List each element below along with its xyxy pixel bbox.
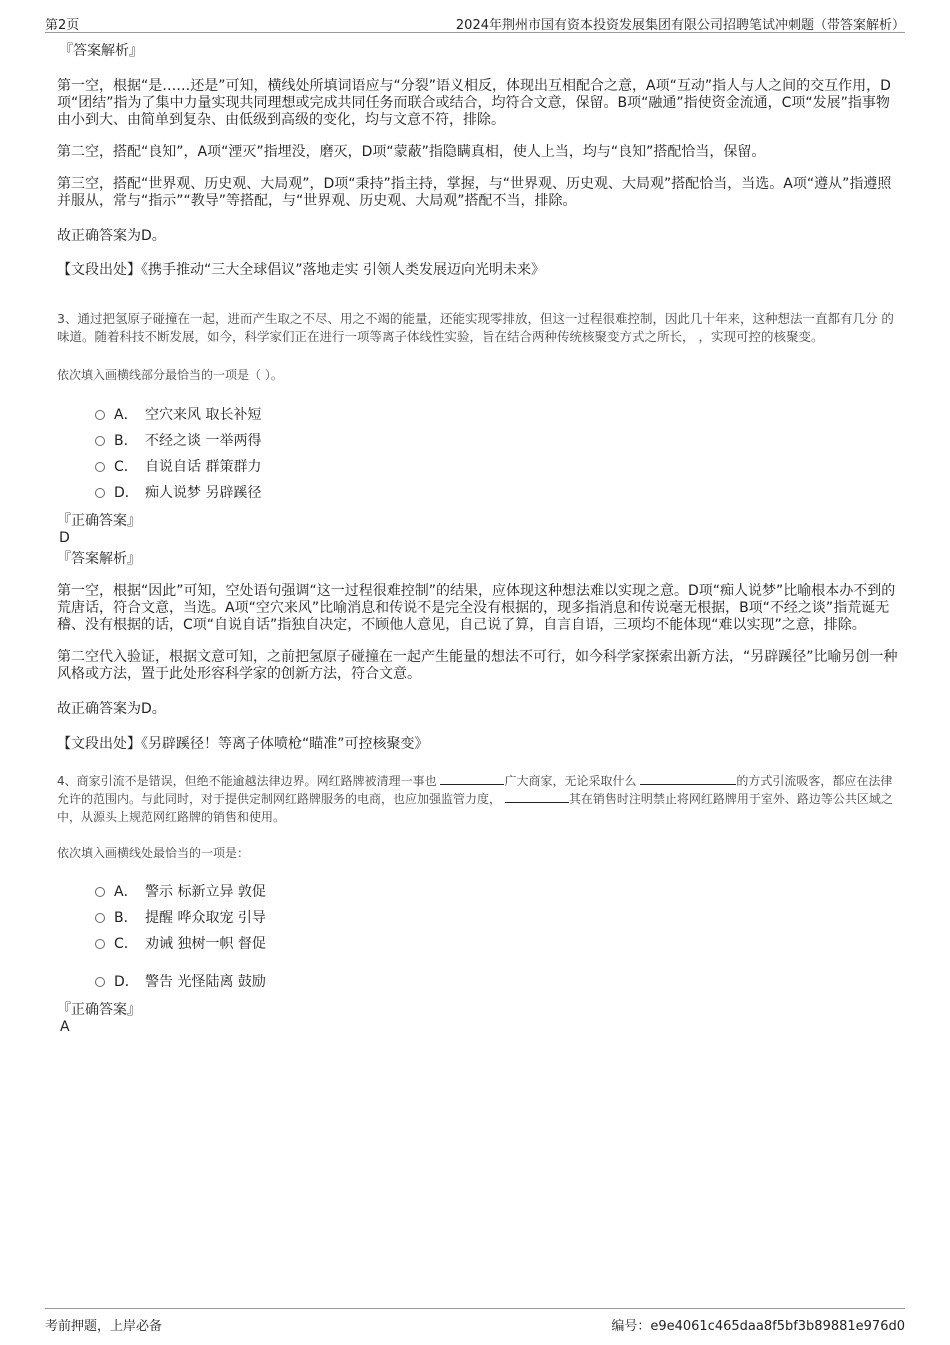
question-prompt: 依次填入画横线部分最恰当的一项是（ ）。 bbox=[57, 368, 283, 382]
source-citation: 【文段出处】《另辟蹊径！等离子体喷枪“瞄准”可控核聚变》 bbox=[57, 736, 429, 752]
option-list bbox=[95, 879, 899, 995]
option-d[interactable]: D． 警告 光怪陆离 鼓励 bbox=[95, 969, 899, 995]
fill-blank bbox=[440, 772, 504, 785]
page-number: 第2页 bbox=[45, 18, 80, 33]
footer-slogan: 考前押题，上岸必备 bbox=[45, 1319, 163, 1334]
analysis-paragraph: 第二空，搭配“良知”，A项“湮灭”指埋没，磨灭，D项“蒙蔽”指隐瞒真相，使人上当，均与“良知”搭配恰当，保留。 bbox=[57, 144, 766, 160]
answer-conclusion: 故正确答案为D。 bbox=[57, 228, 166, 244]
question-prompt: 依次填入画横线处最恰当的一项是： bbox=[57, 846, 250, 860]
option-c[interactable]: C． 自说自话 群策群力 bbox=[95, 454, 899, 480]
analysis-label: 『答案解析』 bbox=[57, 551, 141, 567]
radio-icon[interactable] bbox=[95, 977, 105, 987]
question-stem: 3、通过把氢原子碰撞在一起，进而产生取之不尽、用之不竭的能量，还能实现零排放，但这一过程很难控制，因此几十年来，这种想法一直都有几分 的味道。随着科技不断发展，如今，科学家们正在进行一项等离子体线性实验，旨在结合两种传统核聚变方式之所长， ，实现可控的核聚变。 bbox=[57, 311, 894, 344]
question-stem: 4、商家引流不是错误，但绝不能逾越法律边界。网红路牌被清理一事也 广大商家，无论采取什么 的方式引流吸客，都应在法律允许的范围内。与此同时，对于提供定制网红路牌服务的电商，也应加强监管力度， 其在销售时注明禁止将网红路牌用于室外、路边等公共区域之中，从源头上规范网红路牌的销售和使用。 bbox=[57, 774, 893, 824]
option-c[interactable]: C． 劝诫 独树一帜 督促 bbox=[95, 931, 899, 957]
document-code: 编号：e9e4061c465daa8f5bf3b89881e976d0 bbox=[611, 1319, 905, 1334]
radio-icon[interactable] bbox=[95, 939, 105, 949]
fill-blank bbox=[505, 790, 569, 803]
option-d[interactable]: D． 痴人说梦 另辟蹊径 bbox=[95, 480, 899, 506]
analysis-label: 『答案解析』 bbox=[59, 43, 143, 59]
page-footer bbox=[45, 1308, 905, 1334]
radio-icon[interactable] bbox=[95, 887, 105, 897]
document-content bbox=[57, 42, 899, 1035]
option-list bbox=[95, 402, 899, 506]
analysis-paragraph: 第二空代入验证，根据文意可知，之前把氢原子碰撞在一起产生能量的想法不可行，如今科学家探索出新方法，“另辟蹊径”比喻另创一种风格或方法，置于此处形容科学家的创新方法，符合文意。 bbox=[57, 649, 898, 682]
option-b[interactable]: B． 提醒 哗众取宠 引导 bbox=[95, 905, 899, 931]
analysis-paragraph: 第三空，搭配“世界观、历史观、大局观”，D项“秉持”指主持，掌握，与“世界观、历史观、大局观”搭配恰当，当选。A项“遵从”指遵照并服从，常与“指示”“教导”等搭配，与“世界观、历史观、大局观”搭配不当，排除。 bbox=[57, 176, 892, 209]
option-b[interactable]: B． 不经之谈 一举两得 bbox=[95, 428, 899, 454]
correct-answer-label: 『正确答案』 bbox=[57, 513, 141, 529]
document-title: 2024年荆州市国有资本投资发展集团有限公司招聘笔试冲刺题（带答案解析） bbox=[455, 18, 905, 33]
correct-answer: A bbox=[60, 1019, 70, 1035]
source-citation: 【文段出处】《携手推动“三大全球倡议”落地走实 引领人类发展迈向光明未来》 bbox=[57, 262, 545, 278]
analysis-paragraph: 第一空，根据“因此”可知，空处语句强调“这一过程很难控制”的结果，应体现这种想法难以实现之意。D项“痴人说梦”比喻根本办不到的荒唐话，符合文意，当选。A项“空穴来风”比喻消息和传说不是完全没有根据的，现多指消息和传说毫无根据，B项“不经之谈”指荒诞无稽、没有根据的话，C项“自说自话”指独自决定，不顾他人意见，自己说了算，自言自语，三项均不能体现“难以实现”之意，排除。 bbox=[57, 583, 896, 633]
analysis-paragraph: 第一空，根据“是……还是”可知，横线处所填词语应与“分裂”语义相反，体现出互相配合之意，A项“互动”指人与人之间的交互作用，D项“团结”指为了集中力量实现共同理想或完成共同任务而联合或结合，均符合文意，保留。B项“融通”指使资金流通，C项“发展”指事物由小到大、由简单到复杂、由低级到高级的变化，均与文意不符，排除。 bbox=[57, 78, 891, 128]
radio-icon[interactable] bbox=[95, 462, 105, 472]
radio-icon[interactable] bbox=[95, 436, 105, 446]
page-header bbox=[45, 10, 905, 33]
option-a[interactable]: A． 警示 标新立异 敦促 bbox=[95, 879, 899, 905]
radio-icon[interactable] bbox=[95, 913, 105, 923]
radio-icon[interactable] bbox=[95, 488, 105, 498]
option-a[interactable]: A． 空穴来风 取长补短 bbox=[95, 402, 899, 428]
correct-answer: D bbox=[59, 530, 70, 546]
fill-blank bbox=[640, 772, 736, 785]
answer-conclusion: 故正确答案为D。 bbox=[57, 701, 166, 717]
radio-icon[interactable] bbox=[95, 410, 105, 420]
correct-answer-label: 『正确答案』 bbox=[57, 1002, 141, 1018]
